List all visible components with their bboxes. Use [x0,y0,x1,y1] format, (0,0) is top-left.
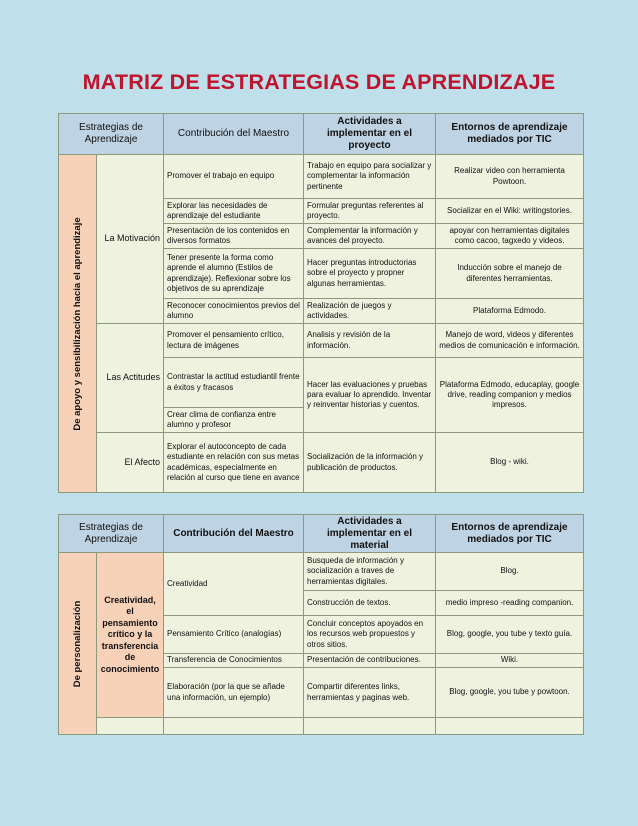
activity-cell: Complementar la información y avances del proyecto. [304,224,436,249]
environment-cell: Blog, google, you tube y powtoon. [436,668,584,718]
contribution-cell: Elaboración (por la que se añade una información, un ejemplo) [164,668,304,718]
header-strategies: Estrategias de Aprendizaje [59,114,164,155]
activity-cell: Analisis y revisión de la información. [304,324,436,358]
environment-cell: Socializar en el Wiki: writingstories. [436,199,584,224]
empty-cell [304,718,436,735]
activity-cell: Hacer las evaluaciones y pruebas para evaluar lo aprendido. Inventar y reinventar historias y cuentos. [304,358,436,433]
category-cell [59,155,97,493]
activity-cell: Presentación de contribuciones. [304,654,436,668]
empty-cell [436,718,584,735]
environment-cell: Blog. [436,553,584,591]
activity-cell: Compartir diferentes links, herramientas y paginas web. [304,668,436,718]
activity-cell: Trabajo en equipo para socializar y complementar la información pertinente [304,155,436,199]
environment-cell: Blog, google, you tube y texto guía. [436,616,584,654]
strategy-cell: Las Actitudes [97,324,164,433]
header-row [59,114,584,155]
header-strategies: Estrategias de Aprendizaje [59,515,164,553]
contribution-cell: Crear clima de confianza entre alumno y profesor [164,408,304,433]
table-row [59,155,584,199]
contribution-cell: Reconocer conocimientos previos del alumno [164,299,304,324]
contribution-cell: Pensamiento Crítico (analogías) [164,616,304,654]
contribution-cell: Presentación de los contenidos en diversos formatos [164,224,304,249]
environment-cell: Manejo de word, videos y diferentes medios de comunicación e información. [436,324,584,358]
environment-cell: medio impreso -reading companion. [436,591,584,616]
table-row [59,718,584,735]
contribution-cell: Transferencia de Conocimientos [164,654,304,668]
strategy-cell: La Motivación [97,155,164,324]
contribution-cell: Explorar las necesidades de aprendizaje del estudiante [164,199,304,224]
empty-cell [164,718,304,735]
category-label: De personalización [71,600,83,687]
header-activities: Actividades a implementar en el proyecto [304,114,436,155]
header-environments: Entornos de aprendizaje mediados por TIC [436,515,584,553]
page-title: MATRIZ DE ESTRATEGIAS DE APRENDIZAJE [82,70,556,94]
empty-cell [97,718,164,735]
contribution-cell: Tener presente la forma como aprende el alumno (Estilos de aprendizaje). Reflexionar sobre los objetivos de su aprendizaje [164,249,304,299]
environment-cell: Plataforma Edmodo. [436,299,584,324]
category-cell [59,553,97,735]
header-environments: Entornos de aprendizaje mediados por TIC [436,114,584,155]
activity-cell: Realización de juegos y actividades. [304,299,436,324]
table-row [59,324,584,358]
table-row [59,553,584,591]
activity-cell: Formular preguntas referentes al proyecto. [304,199,436,224]
activity-cell: Busqueda de información y socialización a traves de herramientas digitales. [304,553,436,591]
strategy-cell: El Afecto [97,433,164,493]
contribution-cell: Explorar el autoconcepto de cada estudiante en relación con sus metas académicas, especialmente en relación al curso que tiene en avance [164,433,304,493]
contribution-cell: Contrastar la actitud estudiantil frente a éxitos y fracasos [164,358,304,408]
activity-cell: Hacer preguntas introductorias sobre el proyecto y propner algunas herramientas. [304,249,436,299]
strategy-cell: Creatividad, el pensamiento crítico y la transferencia de conocimiento [97,553,164,718]
strategy-matrix-table-1 [58,113,584,493]
header-row [59,515,584,553]
contribution-cell: Creatividad [164,553,304,616]
environment-cell: Inducción sobre el manejo de diferentes herramientas. [436,249,584,299]
environment-cell: Blog - wiki. [436,433,584,493]
category-label: De apoyo y sensibilización hacia el aprendizaje [71,216,83,431]
contribution-cell: Promover el pensamiento crítico, lectura de imágenes [164,324,304,358]
contribution-cell: Promover el trabajo en equipo [164,155,304,199]
environment-cell: Plataforma Edmodo, educaplay, google drive, reading companion y medios impresos. [436,358,584,433]
strategy-matrix-table-2 [58,514,584,735]
table-row [59,433,584,493]
header-contribution: Contribución del Maestro [164,114,304,155]
header-contribution: Contribución del Maestro [164,515,304,553]
activity-cell: Construcción de textos. [304,591,436,616]
environment-cell: Wiki. [436,654,584,668]
environment-cell: Realizar video con herramienta Powtoon. [436,155,584,199]
activity-cell: Socialización de la información y publicación de productos. [304,433,436,493]
activity-cell: Concluir conceptos apoyados en los recursos web propuestos y otros sitios. [304,616,436,654]
environment-cell: apoyar con herramientas digitales como cacoo, tagxedo y videos. [436,224,584,249]
header-activities: Actividades a implementar en el material [304,515,436,553]
